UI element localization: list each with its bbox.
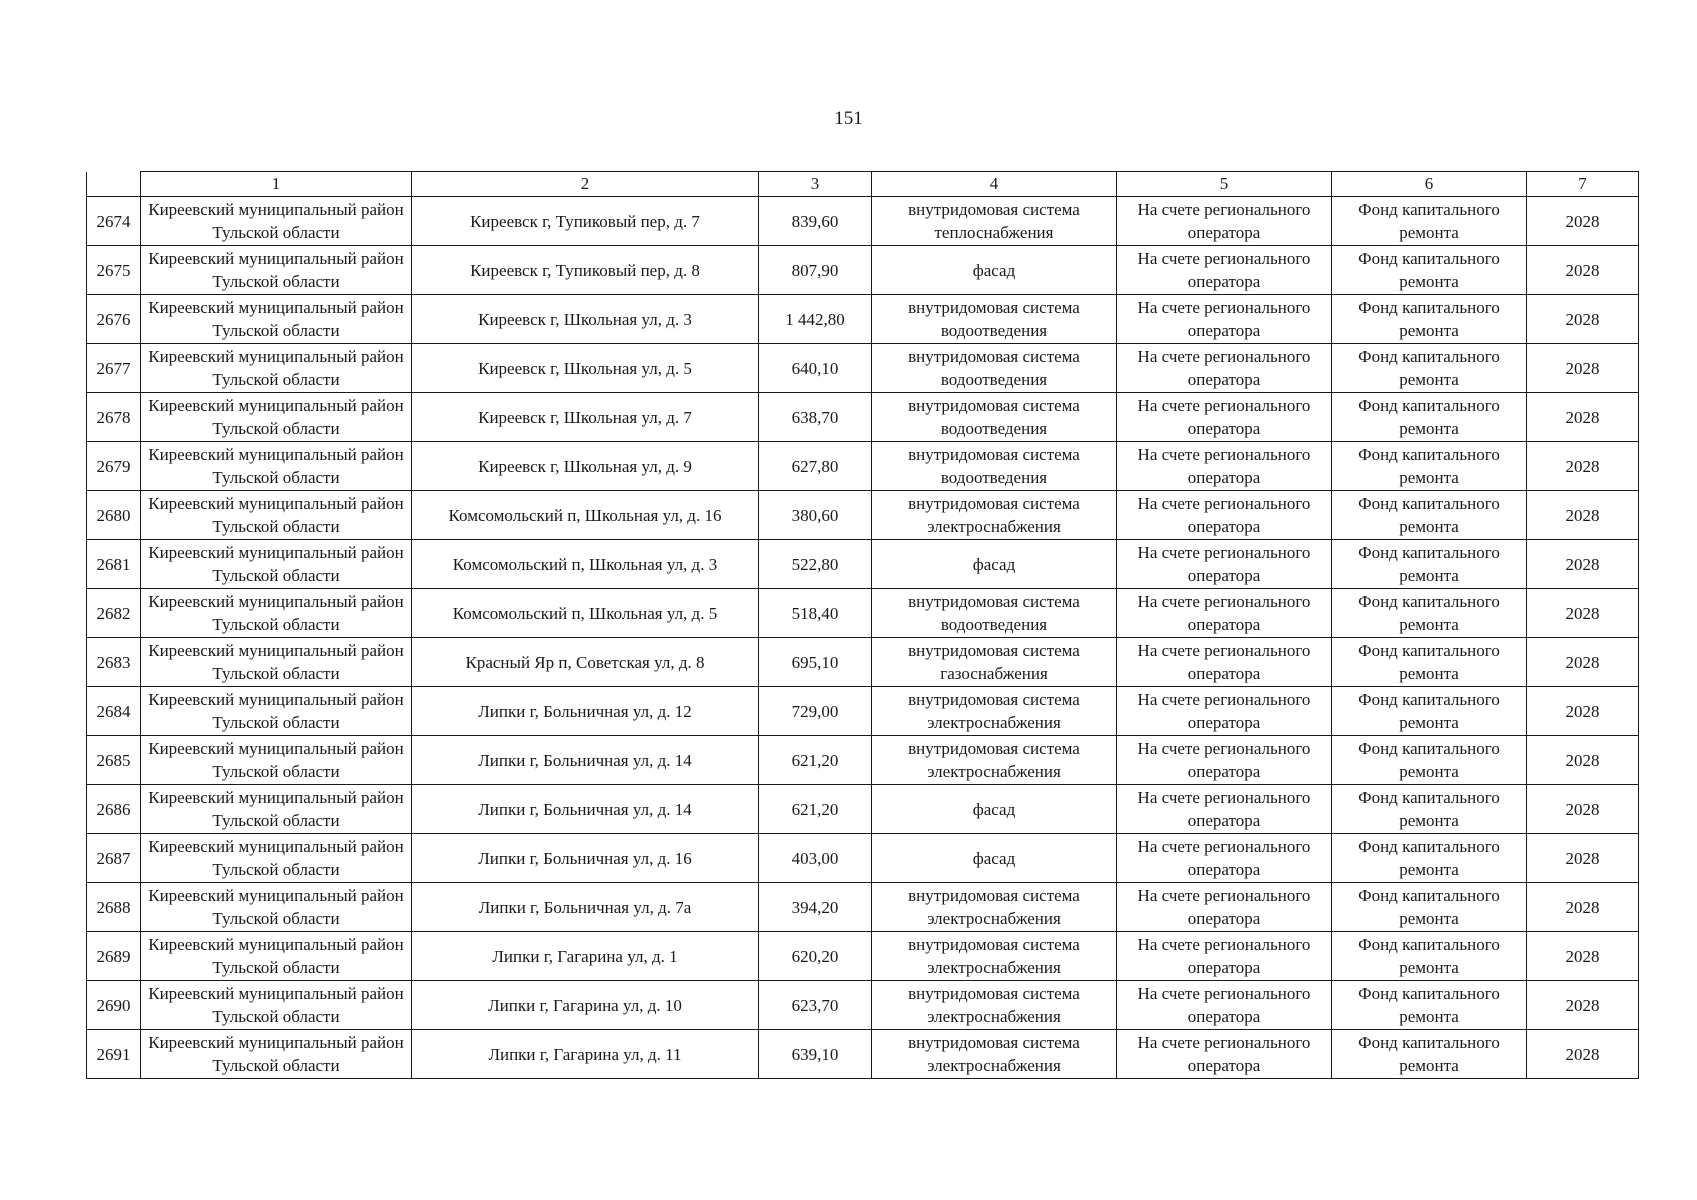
row-number-cell: 2674 [87, 197, 141, 246]
work-type-cell: внутридомовая система электроснабжения [872, 883, 1117, 932]
row-number-cell: 2677 [87, 344, 141, 393]
row-number-cell: 2680 [87, 491, 141, 540]
work-type-cell: внутридомовая система электроснабжения [872, 981, 1117, 1030]
account-cell: На счете регионального оператора [1117, 687, 1332, 736]
area-cell: 380,60 [759, 491, 872, 540]
work-type-cell: внутридомовая система газоснабжения [872, 638, 1117, 687]
fund-cell: Фонд капитального ремонта [1332, 197, 1527, 246]
year-cell: 2028 [1527, 344, 1639, 393]
area-cell: 623,70 [759, 981, 872, 1030]
table-row [87, 491, 1639, 540]
account-cell: На счете регионального оператора [1117, 638, 1332, 687]
account-cell: На счете регионального оператора [1117, 589, 1332, 638]
column-header: 7 [1527, 172, 1639, 197]
area-cell: 627,80 [759, 442, 872, 491]
district-cell: Киреевский муниципальный район Тульской области [141, 344, 412, 393]
address-cell: Киреевск г, Тупиковый пер, д. 8 [412, 246, 759, 295]
account-cell: На счете регионального оператора [1117, 932, 1332, 981]
table-row [87, 638, 1639, 687]
address-cell: Красный Яр п, Советская ул, д. 8 [412, 638, 759, 687]
address-cell: Киреевск г, Школьная ул, д. 5 [412, 344, 759, 393]
area-cell: 620,20 [759, 932, 872, 981]
district-cell: Киреевский муниципальный район Тульской области [141, 246, 412, 295]
district-cell: Киреевский муниципальный район Тульской области [141, 589, 412, 638]
area-cell: 695,10 [759, 638, 872, 687]
row-number-cell: 2684 [87, 687, 141, 736]
work-type-cell: внутридомовая система электроснабжения [872, 1030, 1117, 1079]
column-header: 6 [1332, 172, 1527, 197]
area-cell: 522,80 [759, 540, 872, 589]
fund-cell: Фонд капитального ремонта [1332, 1030, 1527, 1079]
area-cell: 729,00 [759, 687, 872, 736]
district-cell: Киреевский муниципальный район Тульской области [141, 687, 412, 736]
table-row [87, 834, 1639, 883]
account-cell: На счете регионального оператора [1117, 883, 1332, 932]
year-cell: 2028 [1527, 442, 1639, 491]
year-cell: 2028 [1527, 295, 1639, 344]
table-row [87, 393, 1639, 442]
district-cell: Киреевский муниципальный район Тульской области [141, 834, 412, 883]
fund-cell: Фонд капитального ремонта [1332, 638, 1527, 687]
fund-cell: Фонд капитального ремонта [1332, 344, 1527, 393]
work-type-cell: внутридомовая система водоотведения [872, 589, 1117, 638]
fund-cell: Фонд капитального ремонта [1332, 687, 1527, 736]
fund-cell: Фонд капитального ремонта [1332, 540, 1527, 589]
address-cell: Липки г, Больничная ул, д. 14 [412, 736, 759, 785]
table-row [87, 442, 1639, 491]
column-header: 2 [412, 172, 759, 197]
year-cell: 2028 [1527, 687, 1639, 736]
area-cell: 621,20 [759, 785, 872, 834]
year-cell: 2028 [1527, 246, 1639, 295]
row-number-cell: 2690 [87, 981, 141, 1030]
row-number-cell: 2685 [87, 736, 141, 785]
account-cell: На счете регионального оператора [1117, 785, 1332, 834]
fund-cell: Фонд капитального ремонта [1332, 883, 1527, 932]
row-number-header [87, 172, 141, 197]
fund-cell: Фонд капитального ремонта [1332, 393, 1527, 442]
table-row [87, 589, 1639, 638]
district-cell: Киреевский муниципальный район Тульской области [141, 393, 412, 442]
address-cell: Комсомольский п, Школьная ул, д. 5 [412, 589, 759, 638]
year-cell: 2028 [1527, 540, 1639, 589]
area-cell: 518,40 [759, 589, 872, 638]
work-type-cell: фасад [872, 540, 1117, 589]
address-cell: Липки г, Гагарина ул, д. 11 [412, 1030, 759, 1079]
table-row [87, 344, 1639, 393]
address-cell: Липки г, Гагарина ул, д. 10 [412, 981, 759, 1030]
district-cell: Киреевский муниципальный район Тульской области [141, 638, 412, 687]
column-header: 4 [872, 172, 1117, 197]
table-row [87, 736, 1639, 785]
table-row [87, 246, 1639, 295]
account-cell: На счете регионального оператора [1117, 736, 1332, 785]
area-cell: 394,20 [759, 883, 872, 932]
fund-cell: Фонд капитального ремонта [1332, 785, 1527, 834]
address-cell: Киреевск г, Школьная ул, д. 9 [412, 442, 759, 491]
table-row [87, 785, 1639, 834]
year-cell: 2028 [1527, 197, 1639, 246]
table-row [87, 1030, 1639, 1079]
column-header: 3 [759, 172, 872, 197]
account-cell: На счете регионального оператора [1117, 540, 1332, 589]
column-header: 5 [1117, 172, 1332, 197]
area-cell: 639,10 [759, 1030, 872, 1079]
row-number-cell: 2682 [87, 589, 141, 638]
district-cell: Киреевский муниципальный район Тульской области [141, 981, 412, 1030]
year-cell: 2028 [1527, 785, 1639, 834]
account-cell: На счете регионального оператора [1117, 393, 1332, 442]
fund-cell: Фонд капитального ремонта [1332, 491, 1527, 540]
fund-cell: Фонд капитального ремонта [1332, 589, 1527, 638]
work-type-cell: внутридомовая система водоотведения [872, 295, 1117, 344]
area-cell: 638,70 [759, 393, 872, 442]
row-number-cell: 2686 [87, 785, 141, 834]
account-cell: На счете регионального оператора [1117, 834, 1332, 883]
year-cell: 2028 [1527, 1030, 1639, 1079]
account-cell: На счете регионального оператора [1117, 1030, 1332, 1079]
work-type-cell: внутридомовая система электроснабжения [872, 491, 1117, 540]
district-cell: Киреевский муниципальный район Тульской области [141, 540, 412, 589]
work-type-cell: внутридомовая система электроснабжения [872, 687, 1117, 736]
table-row [87, 540, 1639, 589]
work-type-cell: внутридомовая система электроснабжения [872, 736, 1117, 785]
table-row [87, 932, 1639, 981]
table-body [87, 197, 1639, 1079]
table-row [87, 295, 1639, 344]
year-cell: 2028 [1527, 736, 1639, 785]
column-header: 1 [141, 172, 412, 197]
account-cell: На счете регионального оператора [1117, 491, 1332, 540]
year-cell: 2028 [1527, 393, 1639, 442]
area-cell: 403,00 [759, 834, 872, 883]
area-cell: 1 442,80 [759, 295, 872, 344]
district-cell: Киреевский муниципальный район Тульской области [141, 197, 412, 246]
table-row [87, 981, 1639, 1030]
work-type-cell: фасад [872, 246, 1117, 295]
account-cell: На счете регионального оператора [1117, 981, 1332, 1030]
address-cell: Комсомольский п, Школьная ул, д. 16 [412, 491, 759, 540]
year-cell: 2028 [1527, 834, 1639, 883]
fund-cell: Фонд капитального ремонта [1332, 736, 1527, 785]
area-cell: 839,60 [759, 197, 872, 246]
work-type-cell: внутридомовая система водоотведения [872, 344, 1117, 393]
address-cell: Киреевск г, Школьная ул, д. 7 [412, 393, 759, 442]
row-number-cell: 2675 [87, 246, 141, 295]
work-type-cell: внутридомовая система теплоснабжения [872, 197, 1117, 246]
row-number-cell: 2691 [87, 1030, 141, 1079]
work-type-cell: фасад [872, 834, 1117, 883]
work-type-cell: фасад [872, 785, 1117, 834]
fund-cell: Фонд капитального ремонта [1332, 246, 1527, 295]
area-cell: 807,90 [759, 246, 872, 295]
fund-cell: Фонд капитального ремонта [1332, 295, 1527, 344]
row-number-cell: 2689 [87, 932, 141, 981]
account-cell: На счете регионального оператора [1117, 442, 1332, 491]
district-cell: Киреевский муниципальный район Тульской области [141, 785, 412, 834]
table-row [87, 883, 1639, 932]
address-cell: Липки г, Гагарина ул, д. 1 [412, 932, 759, 981]
year-cell: 2028 [1527, 883, 1639, 932]
year-cell: 2028 [1527, 981, 1639, 1030]
year-cell: 2028 [1527, 589, 1639, 638]
district-cell: Киреевский муниципальный район Тульской области [141, 442, 412, 491]
work-type-cell: внутридомовая система электроснабжения [872, 932, 1117, 981]
account-cell: На счете регионального оператора [1117, 295, 1332, 344]
address-cell: Липки г, Больничная ул, д. 7а [412, 883, 759, 932]
address-cell: Липки г, Больничная ул, д. 16 [412, 834, 759, 883]
fund-cell: Фонд капитального ремонта [1332, 932, 1527, 981]
row-number-cell: 2683 [87, 638, 141, 687]
capital-repair-table [86, 171, 1639, 1079]
district-cell: Киреевский муниципальный район Тульской области [141, 491, 412, 540]
district-cell: Киреевский муниципальный район Тульской области [141, 736, 412, 785]
year-cell: 2028 [1527, 932, 1639, 981]
account-cell: На счете регионального оператора [1117, 197, 1332, 246]
work-type-cell: внутридомовая система водоотведения [872, 442, 1117, 491]
year-cell: 2028 [1527, 491, 1639, 540]
account-cell: На счете регионального оператора [1117, 246, 1332, 295]
district-cell: Киреевский муниципальный район Тульской области [141, 932, 412, 981]
row-number-cell: 2681 [87, 540, 141, 589]
account-cell: На счете регионального оператора [1117, 344, 1332, 393]
address-cell: Киреевск г, Школьная ул, д. 3 [412, 295, 759, 344]
work-type-cell: внутридомовая система водоотведения [872, 393, 1117, 442]
row-number-cell: 2676 [87, 295, 141, 344]
row-number-cell: 2688 [87, 883, 141, 932]
row-number-cell: 2679 [87, 442, 141, 491]
address-cell: Комсомольский п, Школьная ул, д. 3 [412, 540, 759, 589]
row-number-cell: 2678 [87, 393, 141, 442]
fund-cell: Фонд капитального ремонта [1332, 981, 1527, 1030]
table-row [87, 197, 1639, 246]
area-cell: 621,20 [759, 736, 872, 785]
address-cell: Липки г, Больничная ул, д. 14 [412, 785, 759, 834]
table-row [87, 687, 1639, 736]
address-cell: Киреевск г, Тупиковый пер, д. 7 [412, 197, 759, 246]
district-cell: Киреевский муниципальный район Тульской области [141, 295, 412, 344]
district-cell: Киреевский муниципальный район Тульской области [141, 883, 412, 932]
year-cell: 2028 [1527, 638, 1639, 687]
page-number: 151 [834, 108, 863, 129]
row-number-cell: 2687 [87, 834, 141, 883]
area-cell: 640,10 [759, 344, 872, 393]
column-number-row [87, 172, 1639, 197]
fund-cell: Фонд капитального ремонта [1332, 442, 1527, 491]
fund-cell: Фонд капитального ремонта [1332, 834, 1527, 883]
address-cell: Липки г, Больничная ул, д. 12 [412, 687, 759, 736]
district-cell: Киреевский муниципальный район Тульской области [141, 1030, 412, 1079]
